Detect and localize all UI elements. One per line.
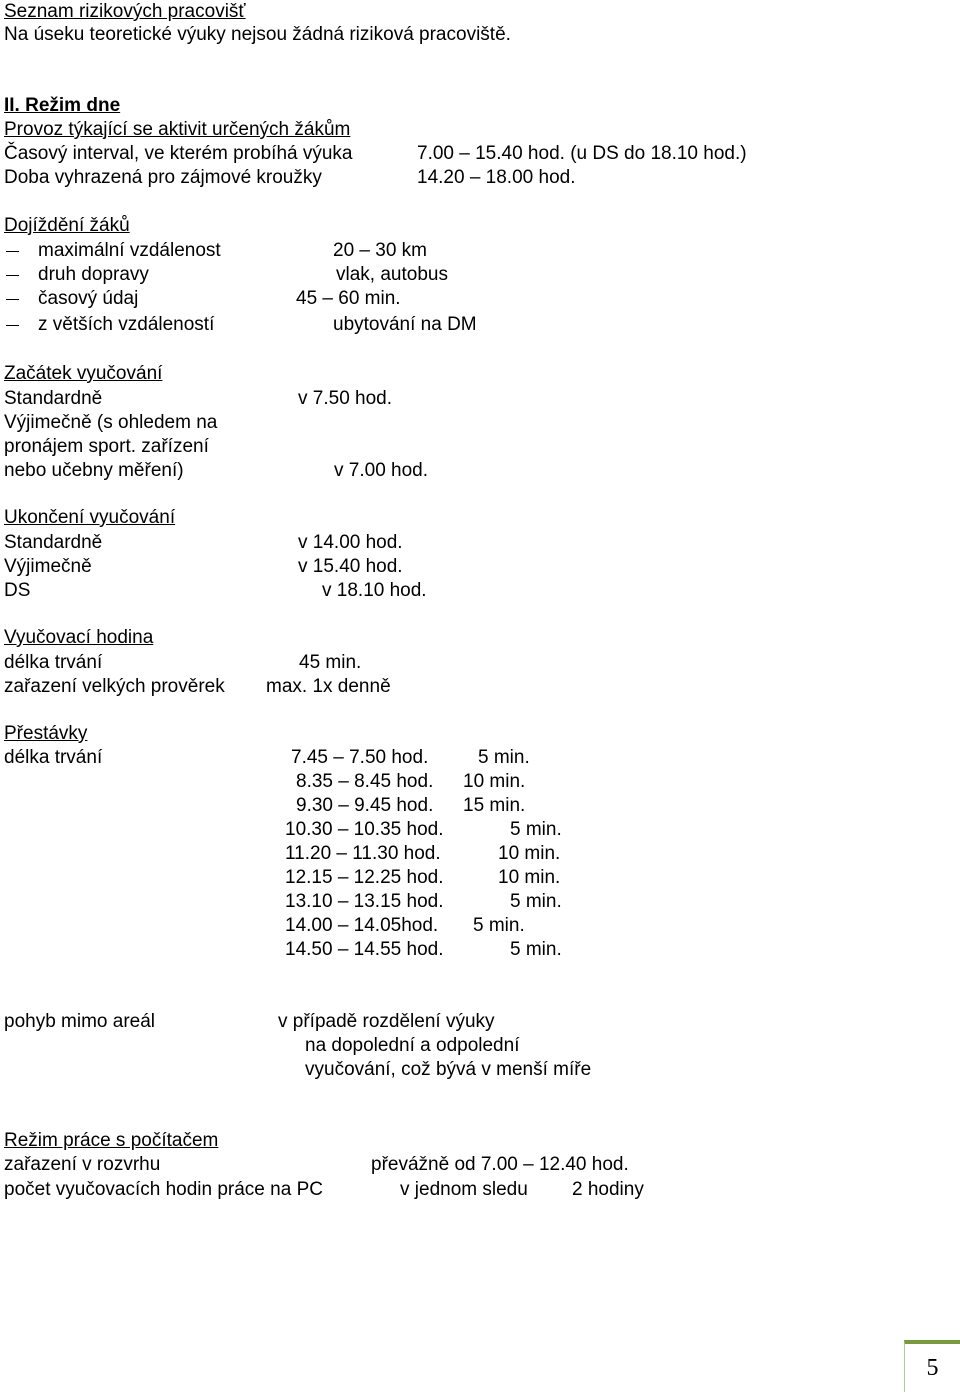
- end-value: v 14.00 hod.: [298, 532, 403, 553]
- start-standard-value: v 7.50 hod.: [298, 388, 393, 409]
- list-dash: [6, 251, 19, 252]
- commute-title: Dojíždění žáků: [4, 215, 130, 236]
- lesson-start-title: Začátek vyučování: [4, 363, 163, 384]
- start-exception-value: v 7.00 hod.: [334, 460, 429, 481]
- list-dash: [6, 325, 19, 326]
- commute-label: maximální vzdálenost: [38, 240, 221, 261]
- break-length: 5 min.: [510, 939, 562, 960]
- start-exception-label: Výjimečně (s ohledem na: [4, 412, 218, 433]
- break-length: 5 min.: [510, 891, 562, 912]
- movement-text: v případě rozdělení výuky: [278, 1011, 495, 1032]
- clubs-time-value: 14.20 – 18.00 hod.: [417, 167, 576, 188]
- end-value: v 15.40 hod.: [298, 556, 403, 577]
- lesson-duration-label: délka trvání: [4, 652, 103, 673]
- lesson-duration-value: 45 min.: [299, 652, 362, 673]
- end-label: DS: [4, 580, 31, 601]
- break-time: 11.20 – 11.30 hod.: [285, 843, 441, 864]
- lesson-title: Vyučovací hodina: [4, 627, 154, 648]
- break-time: 8.35 – 8.45 hod.: [296, 771, 434, 792]
- breaks-title: Přestávky: [4, 723, 88, 744]
- pc-hours-value: v jednom sledu: [400, 1179, 528, 1200]
- commute-value: vlak, autobus: [336, 264, 448, 285]
- pc-schedule-label: zařazení v rozvrhu: [4, 1154, 161, 1175]
- break-length: 5 min.: [478, 747, 530, 768]
- break-length: 15 min.: [463, 795, 526, 816]
- break-time: 14.50 – 14.55 hod.: [285, 939, 444, 960]
- movement-text: na dopolední a odpolední: [305, 1035, 520, 1056]
- break-length: 10 min.: [498, 843, 561, 864]
- start-standard-label: Standardně: [4, 388, 103, 409]
- tests-value: max. 1x denně: [266, 676, 391, 697]
- commute-value: 20 – 30 km: [333, 240, 427, 261]
- end-value: v 18.10 hod.: [322, 580, 427, 601]
- risk-workplaces-text: Na úseku teoretické výuky nejsou žádná riziková pracoviště.: [4, 24, 511, 45]
- clubs-time-label: Doba vyhrazená pro zájmové kroužky: [4, 167, 322, 188]
- list-dash: [6, 275, 19, 276]
- break-time: 9.30 – 9.45 hod.: [296, 795, 434, 816]
- movement-label: pohyb mimo areál: [4, 1011, 156, 1032]
- operation-subtitle: Provoz týkající se aktivit určených žákům: [4, 119, 351, 140]
- pc-regime-title: Režim práce s počítačem: [4, 1130, 219, 1151]
- commute-label: časový údaj: [38, 288, 139, 309]
- page-number: 5: [904, 1340, 960, 1392]
- commute-label: druh dopravy: [38, 264, 149, 285]
- break-time: 12.15 – 12.25 hod.: [285, 867, 444, 888]
- start-exception-label: nebo učebny měření): [4, 460, 184, 481]
- list-dash: [6, 299, 19, 300]
- end-label: Standardně: [4, 532, 103, 553]
- lesson-end-title: Ukončení vyučování: [4, 507, 176, 528]
- risk-workplaces-title: Seznam rizikových pracovišť: [4, 1, 246, 22]
- break-length: 5 min.: [510, 819, 562, 840]
- break-time: 13.10 – 13.15 hod.: [285, 891, 444, 912]
- commute-label: z větších vzdáleností: [38, 314, 215, 335]
- end-label: Výjimečně: [4, 556, 92, 577]
- break-time: 14.00 – 14.05hod.: [285, 915, 439, 936]
- commute-value: 45 – 60 min.: [296, 288, 401, 309]
- daily-regime-heading: II. Režim dne: [4, 95, 121, 116]
- pc-hours-label: počet vyučovacích hodin práce na PC: [4, 1179, 323, 1200]
- break-length: 10 min.: [463, 771, 526, 792]
- teaching-interval-value: 7.00 – 15.40 hod. (u DS do 18.10 hod.): [417, 143, 747, 164]
- teaching-interval-label: Časový interval, ve kterém probíhá výuka: [4, 143, 353, 164]
- pc-hours-count: 2 hodiny: [572, 1179, 644, 1200]
- break-length: 5 min.: [473, 915, 525, 936]
- breaks-duration-label: délka trvání: [4, 747, 103, 768]
- commute-value: ubytování na DM: [333, 314, 477, 335]
- break-length: 10 min.: [498, 867, 561, 888]
- break-time: 7.45 – 7.50 hod.: [291, 747, 429, 768]
- movement-text: vyučování, což bývá v menší míře: [305, 1059, 592, 1080]
- start-exception-label: pronájem sport. zařízení: [4, 436, 209, 457]
- tests-label: zařazení velkých prověrek: [4, 676, 225, 697]
- break-time: 10.30 – 10.35 hod.: [285, 819, 444, 840]
- pc-schedule-value: převážně od 7.00 – 12.40 hod.: [371, 1154, 629, 1175]
